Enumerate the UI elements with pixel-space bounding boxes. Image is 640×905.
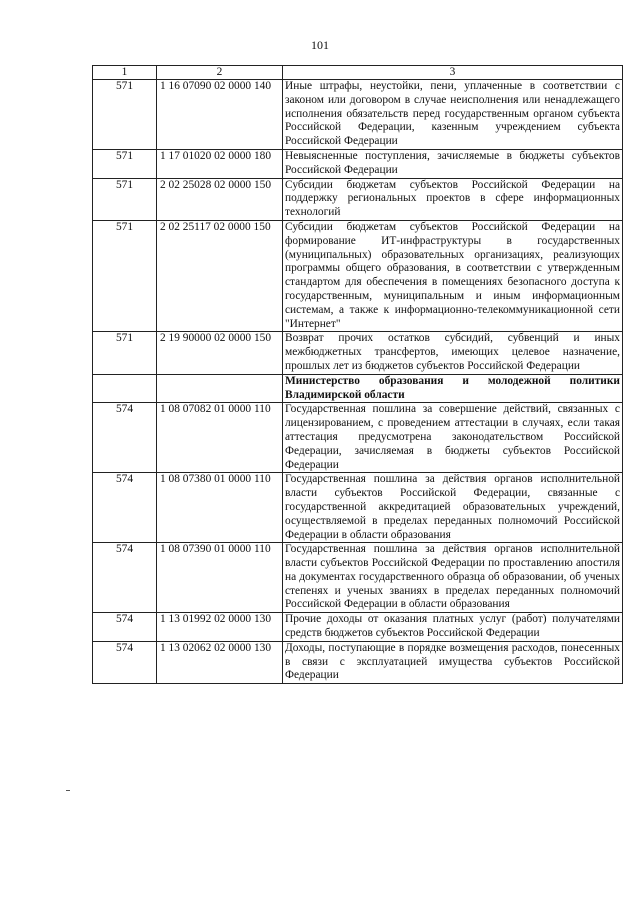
revenue-code-cell: 1 16 07090 02 0000 140 (157, 80, 283, 150)
revenue-code-cell: 2 19 90000 02 0000 150 (157, 332, 283, 374)
description-cell: Доходы, поступающие в порядке возмещения расходов, понесенных в связи с эксплуатацией имущества субъектов Российской Федерации (283, 641, 623, 683)
table-row (93, 178, 623, 220)
admin-code-cell: 574 (93, 473, 157, 543)
table-row (93, 641, 623, 683)
admin-code-cell: 571 (93, 332, 157, 374)
description-cell: Иные штрафы, неустойки, пени, уплаченные в соответствии с законом или договором в случае неисполнения или ненадлежащего исполнения обязательств перед государственным органом субъекта Российской Федерации, казенным учреждением субъекта Российской Федерации (283, 80, 623, 150)
revenue-code-cell: 2 02 25028 02 0000 150 (157, 178, 283, 220)
revenue-code-cell: 1 08 07390 01 0000 110 (157, 543, 283, 613)
description-cell: Государственная пошлина за действия органов исполнительной власти субъектов Российской Федерации, связанные с государственной аккредитацией образовательных учреждений, осуществляемой в пределах переданных полномочий Российской Федерации в области образования (283, 473, 623, 543)
table-row (93, 543, 623, 613)
admin-code-cell: 574 (93, 543, 157, 613)
page-number: 101 (311, 38, 329, 52)
column-header-1: 1 (93, 66, 157, 80)
revenue-code-cell: 1 08 07380 01 0000 110 (157, 473, 283, 543)
description-cell: Невыясненные поступления, зачисляемые в бюджеты субъектов Российской Федерации (283, 149, 623, 178)
section-header-row (93, 374, 623, 403)
description-cell: Прочие доходы от оказания платных услуг (работ) получателями средств бюджетов субъектов Российской Федерации (283, 613, 623, 642)
column-header-3: 3 (283, 66, 623, 80)
admin-code-cell: 574 (93, 613, 157, 642)
description-cell: Субсидии бюджетам субъектов Российской Федерации на поддержку региональных проектов в сфере информационных технологий (283, 178, 623, 220)
revenue-code-cell: 1 08 07082 01 0000 110 (157, 403, 283, 473)
table-row (93, 332, 623, 374)
admin-code-cell: 571 (93, 220, 157, 331)
table-row (93, 220, 623, 331)
budget-revenue-table (92, 65, 623, 684)
revenue-code-cell (157, 374, 283, 403)
revenue-code-cell: 2 02 25117 02 0000 150 (157, 220, 283, 331)
description-cell: Государственная пошлина за совершение действий, связанных с лицензированием, с проведением аттестации в случаях, если такая аттестация предусмотрена законодательством Российской Федерации, зачисляемая в бюджеты субъектов Российской Федерации (283, 403, 623, 473)
table-row (93, 613, 623, 642)
admin-code-cell (93, 374, 157, 403)
table-row (93, 403, 623, 473)
revenue-code-cell: 1 13 02062 02 0000 130 (157, 641, 283, 683)
table-row (93, 149, 623, 178)
revenue-code-cell: 1 17 01020 02 0000 180 (157, 149, 283, 178)
revenue-code-cell: 1 13 01992 02 0000 130 (157, 613, 283, 642)
admin-code-cell: 571 (93, 149, 157, 178)
admin-code-cell: 571 (93, 80, 157, 150)
admin-code-cell: 574 (93, 641, 157, 683)
admin-code-cell: 571 (93, 178, 157, 220)
column-header-2: 2 (157, 66, 283, 80)
section-title-cell: Министерство образования и молодежной политики Владимирской области (283, 374, 623, 403)
table-row (93, 80, 623, 150)
description-cell: Субсидии бюджетам субъектов Российской Федерации на формирование ИТ-инфраструктуры в государственных (муниципальных) образовательных организациях, реализующих программы общего образования, в соответствии с утвержденным стандартом для обеспечения в помещениях безопасного доступа к государственным, муниципальным и иным информационным системам, а также к информационно-телекоммуникационной сети "Интернет" (283, 220, 623, 331)
admin-code-cell: 574 (93, 403, 157, 473)
table-row (93, 473, 623, 543)
description-cell: Государственная пошлина за действия органов исполнительной власти субъектов Российской Федерации по проставлению апостиля на документах государственного образца об образовании, об ученых степенях и ученых званиях в пределах переданных полномочий Российской Федерации в области образования (283, 543, 623, 613)
table-header-row (93, 66, 623, 80)
description-cell: Возврат прочих остатков субсидий, субвенций и иных межбюджетных трансфертов, имеющих целевое назначение, прошлых лет из бюджетов субъектов Российской Федерации (283, 332, 623, 374)
margin-mark (66, 790, 70, 791)
